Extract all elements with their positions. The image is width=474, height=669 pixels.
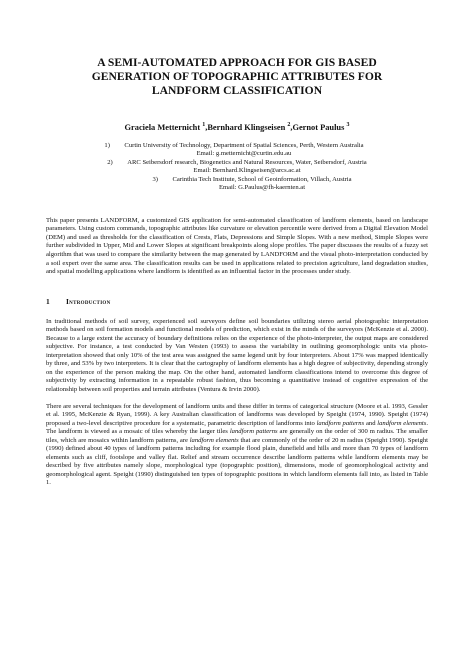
- title-line: LANDFORM CLASSIFICATION: [151, 84, 323, 97]
- abstract-text: This paper presents LANDFORM, a customized GIS application for semi-automated classification of landform elements, based on landscape parameters. Using custom commands, topographic attributes like curvature or elevation percentile were derived from a Digital Elevation Model (DEM) and used as thresholds for the classification of Crests, Flats, Depressions and Simple Slopes. With a new method, Simple Slopes were further subdivided in Upper, Mid and Lower Slopes at significant breakpoints along slope profiles. The paper discusses the results of a fuzzy set algorithm that was used to compare the similarity between the map generated by LANDFORM and the visual photo-interpretation conducted by a soil expert over the same area. The classification results can be used in applications related to precision agriculture, land degradation studies, and spatial modelling applications where landform is identified as an influential factor in the processes under study.: [46, 216, 428, 276]
- author-separator: ,: [205, 122, 208, 132]
- author-name: Graciela Metternicht: [124, 122, 201, 132]
- affiliation-number: 1): [104, 141, 110, 149]
- affiliation-email: Email: g.metternicht@curtin.edu.au: [196, 150, 292, 158]
- author-name: Gernot Paulus: [292, 122, 345, 132]
- section-number: 1: [46, 296, 50, 306]
- affiliation-item: [40, 142, 428, 159]
- italic-term: landform patterns: [229, 428, 278, 436]
- text-run: and: [364, 419, 378, 427]
- affiliation-institution: Carinthia Tech Institute, School of Geoinformation, Villach, Austria: [172, 175, 352, 183]
- author-name: Bernhard Klingseisen: [207, 122, 286, 132]
- affiliation-institution: Curtin University of Technology, Department of Spatial Sciences, Perth, Western Australia: [124, 141, 364, 149]
- text-run: . The landform is viewed as a mosaic of tiles whereby the larger tiles: [46, 419, 428, 436]
- italic-term: landform elements: [189, 436, 239, 444]
- affiliation-email: Email: G.Paulus@fh-kaernten.at: [218, 184, 306, 192]
- affiliation-item: [46, 159, 428, 176]
- title-line: A SEMI-AUTOMATED APPROACH FOR GIS BASED: [97, 56, 377, 69]
- section-heading: [46, 297, 428, 306]
- paper-title: [46, 56, 428, 98]
- affiliation-email: Email: Bernhard.Klingseisen@arcs.ac.at: [193, 167, 301, 175]
- affiliation-institution: ARC Seibersdorf research, Biogenetics and Natural Resources, Water, Seibersdorf, Austria: [127, 158, 367, 166]
- text-run: are generally on the order of 300 m radius. The smaller tiles, which are mosaics within landform patterns, are: [46, 428, 428, 444]
- text-run: that are commonly of the order of 20 m radius (Speight 1990). Speight (1990) defined about 40 types of landform patterns including for example flood plain, dunefield and hills and more than 70 types of landform elements such as cliff, footslope and valley flat. Relief and stream occurrence describe landform patterns while landform elements may be described by five attributes namely slope, morphological type (topographic position), dimensions, mode of geomorphological activity and geomorphological agent. Speight (1990) distinguished ten types of topographic positions in which landform elements fall into, as listed in Table 1.: [46, 436, 428, 487]
- text-run: There are several techniques for the development of landform units and these differ in terms of categorical structure (Moore et al. 1993, Gessler et al. 1995, McKenzie & Ryan, 1999). A key Australian classification of landforms was developed by Speight (1974, 1990). Speight (1974) proposed a two-level descriptive procedure for a systematic, parametric description of landforms into: [46, 402, 428, 427]
- body-paragraph: [46, 403, 428, 488]
- affiliation-item: [76, 176, 428, 193]
- body-paragraph: In traditional methods of soil survey, experienced soil surveyors define soil boundaries utilizing stereo aerial photographic interpretation methods based on soil formation models and functional models of prediction, which exist in the minds of the surveyors (McKenzie et al. 2000). Because to a large extent the accuracy of boundary definitions relies on the experience of the photo-interpreter, the output maps are considered subjective. For instance, a test conducted by Van Westen (1993) to assess the variability in outlining geomorphologic units via photo-interpretation showed that only 10% of the test area was assigned the same legend unit by four interpreters. About 17% was mapped identically by three, and 53% by two interpreters. It is clear that the cartography of landform elements has a high degree of subjectivity, depending strongly on the experience of the person making the map. On the other hand, automated landform classifications intend to overcome this degree of subjectivity by extracting information in a repeatable robust fashion, thus becoming a quantitative instead of cognitive expression of the relationship between soil properties and terrain attributes (Ventura & Irvin 2000).: [46, 317, 428, 393]
- affiliation-list: [46, 142, 428, 193]
- affiliation-number: 3): [152, 175, 158, 183]
- author-affil-mark: 3: [346, 122, 350, 128]
- italic-term: landform patterns: [316, 419, 365, 427]
- author-affil-mark: 2: [287, 122, 291, 128]
- affiliation-number: 2): [107, 158, 113, 166]
- italic-term: landform elements: [377, 419, 427, 427]
- section-title: Introduction: [66, 296, 111, 306]
- author-list: [46, 120, 428, 133]
- author-affil-mark: 1: [202, 122, 206, 128]
- title-line: GENERATION OF TOPOGRAPHIC ATTRIBUTES FOR: [91, 70, 383, 83]
- author-separator: ,: [290, 122, 293, 132]
